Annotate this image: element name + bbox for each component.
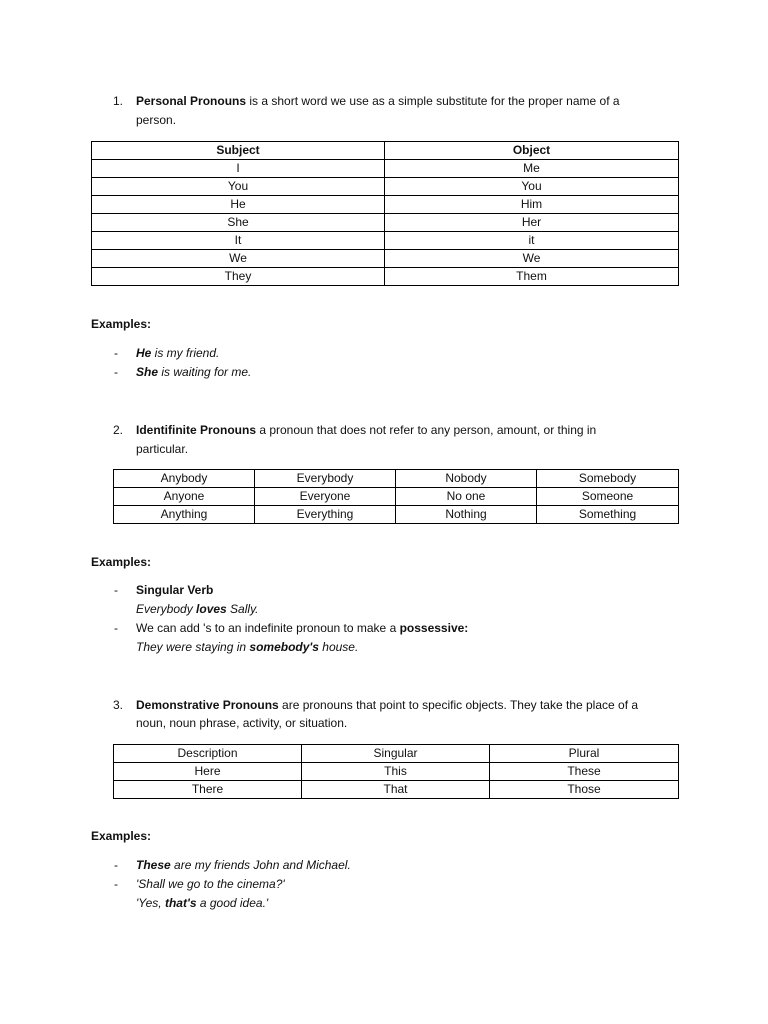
example-bold: possessive: xyxy=(399,621,469,635)
demonstrative-pronouns-table xyxy=(113,744,679,799)
table-cell: Anybody xyxy=(114,470,255,488)
table-cell: Nothing xyxy=(396,506,537,524)
section2-example-1-title xyxy=(136,583,213,597)
table-header-row xyxy=(92,142,679,160)
example-text: 'Shall we go to the cinema?' xyxy=(136,877,285,891)
example-text: house. xyxy=(318,640,359,654)
table-cell: Her xyxy=(385,214,679,232)
section2-examples-label: Examples: xyxy=(91,555,152,569)
table-cell: She xyxy=(92,214,385,232)
table-cell: There xyxy=(114,781,302,799)
section2-example-2-title xyxy=(136,621,468,635)
section3-desc-line2: noun, noun phrase, activity, or situation. xyxy=(136,716,348,730)
example-bold: somebody's xyxy=(249,640,319,654)
table-cell: We xyxy=(385,250,679,268)
bullet-dash: - xyxy=(114,877,118,891)
table-row xyxy=(92,196,679,214)
section2-desc-line1: a pronoun that does not refer to any person, amount, or thing in xyxy=(256,423,597,437)
example-bold: that's xyxy=(164,896,197,910)
table-row xyxy=(114,781,679,799)
table-row xyxy=(114,506,679,524)
section2-number: 2. xyxy=(113,423,124,437)
table-cell: It xyxy=(92,232,385,250)
table-cell: Me xyxy=(385,160,679,178)
example-text: is my friend. xyxy=(151,346,220,360)
table-cell: Him xyxy=(385,196,679,214)
table-header-row xyxy=(114,745,679,763)
section3-example-2 xyxy=(136,877,285,891)
example-bold: She xyxy=(136,365,159,379)
bullet-dash: - xyxy=(114,858,118,872)
section1-example-2 xyxy=(136,365,251,379)
table-cell: Everybody xyxy=(255,470,396,488)
table-cell: He xyxy=(92,196,385,214)
section1-desc-line2: person. xyxy=(136,113,177,127)
section3-number: 3. xyxy=(113,698,124,712)
section3-title: Demonstrative Pronouns xyxy=(136,698,279,712)
indefinite-pronouns-table xyxy=(113,469,679,524)
section1-heading xyxy=(136,94,620,108)
section2-example-1-sentence xyxy=(136,602,259,616)
table-row xyxy=(92,250,679,268)
table-cell: This xyxy=(302,763,490,781)
header-plural: Plural xyxy=(490,745,679,763)
table-cell: You xyxy=(385,178,679,196)
table-row xyxy=(114,470,679,488)
header-description: Description xyxy=(114,745,302,763)
section3-examples-label: Examples: xyxy=(91,829,152,843)
table-cell: I xyxy=(92,160,385,178)
bullet-dash: - xyxy=(114,346,118,360)
section1-number: 1. xyxy=(113,94,124,108)
section3-example-1 xyxy=(136,858,351,872)
table-cell: These xyxy=(490,763,679,781)
table-cell: Everything xyxy=(255,506,396,524)
table-cell: That xyxy=(302,781,490,799)
section1-title: Personal Pronouns xyxy=(136,94,247,108)
table-cell: We xyxy=(92,250,385,268)
header-singular: Singular xyxy=(302,745,490,763)
section1-example-1 xyxy=(136,346,219,360)
example-bold: These xyxy=(136,858,171,872)
table-cell: Those xyxy=(490,781,679,799)
example-text: 'Yes, xyxy=(136,896,165,910)
bullet-dash: - xyxy=(114,621,118,635)
header-object: Object xyxy=(385,142,679,160)
table-row xyxy=(92,232,679,250)
example-text: We can add 's to an indefinite pronoun to make a xyxy=(136,621,400,635)
bullet-dash: - xyxy=(114,365,118,379)
table-cell: You xyxy=(92,178,385,196)
example-text: are my friends John and Michael. xyxy=(170,858,351,872)
example-text: a good idea.' xyxy=(196,896,269,910)
section2-title: Identifinite Pronouns xyxy=(136,423,256,437)
section2-example-2-sentence xyxy=(136,640,358,654)
table-cell: Someone xyxy=(537,488,679,506)
table-cell: Anything xyxy=(114,506,255,524)
example-bold: He xyxy=(136,346,152,360)
table-cell: Them xyxy=(385,268,679,286)
table-cell: Somebody xyxy=(537,470,679,488)
section3-example-3 xyxy=(136,896,268,910)
bullet-dash: - xyxy=(114,583,118,597)
table-cell: No one xyxy=(396,488,537,506)
section2-desc-line2: particular. xyxy=(136,442,189,456)
table-cell: Everyone xyxy=(255,488,396,506)
example-title: Singular Verb xyxy=(136,583,214,597)
section1-desc-line1: is a short word we use as a simple substitute for the proper name of a xyxy=(246,94,620,108)
table-row xyxy=(114,763,679,781)
table-cell: Anyone xyxy=(114,488,255,506)
table-row xyxy=(92,160,679,178)
table-cell: it xyxy=(385,232,679,250)
table-cell: They xyxy=(92,268,385,286)
table-row xyxy=(114,488,679,506)
example-text: Everybody xyxy=(136,602,197,616)
personal-pronouns-table xyxy=(91,141,679,286)
table-row xyxy=(92,268,679,286)
section1-examples-label: Examples: xyxy=(91,317,152,331)
example-text: is waiting for me. xyxy=(158,365,252,379)
table-row xyxy=(92,178,679,196)
table-row xyxy=(92,214,679,232)
example-text: Sally. xyxy=(226,602,259,616)
table-cell: Something xyxy=(537,506,679,524)
example-text: They were staying in xyxy=(136,640,250,654)
table-cell: Nobody xyxy=(396,470,537,488)
example-bold: loves xyxy=(196,602,227,616)
header-subject: Subject xyxy=(92,142,385,160)
section3-heading xyxy=(136,698,638,712)
table-cell: Here xyxy=(114,763,302,781)
section2-heading xyxy=(136,423,596,437)
section3-desc-line1: are pronouns that point to specific objects. They take the place of a xyxy=(278,698,639,712)
